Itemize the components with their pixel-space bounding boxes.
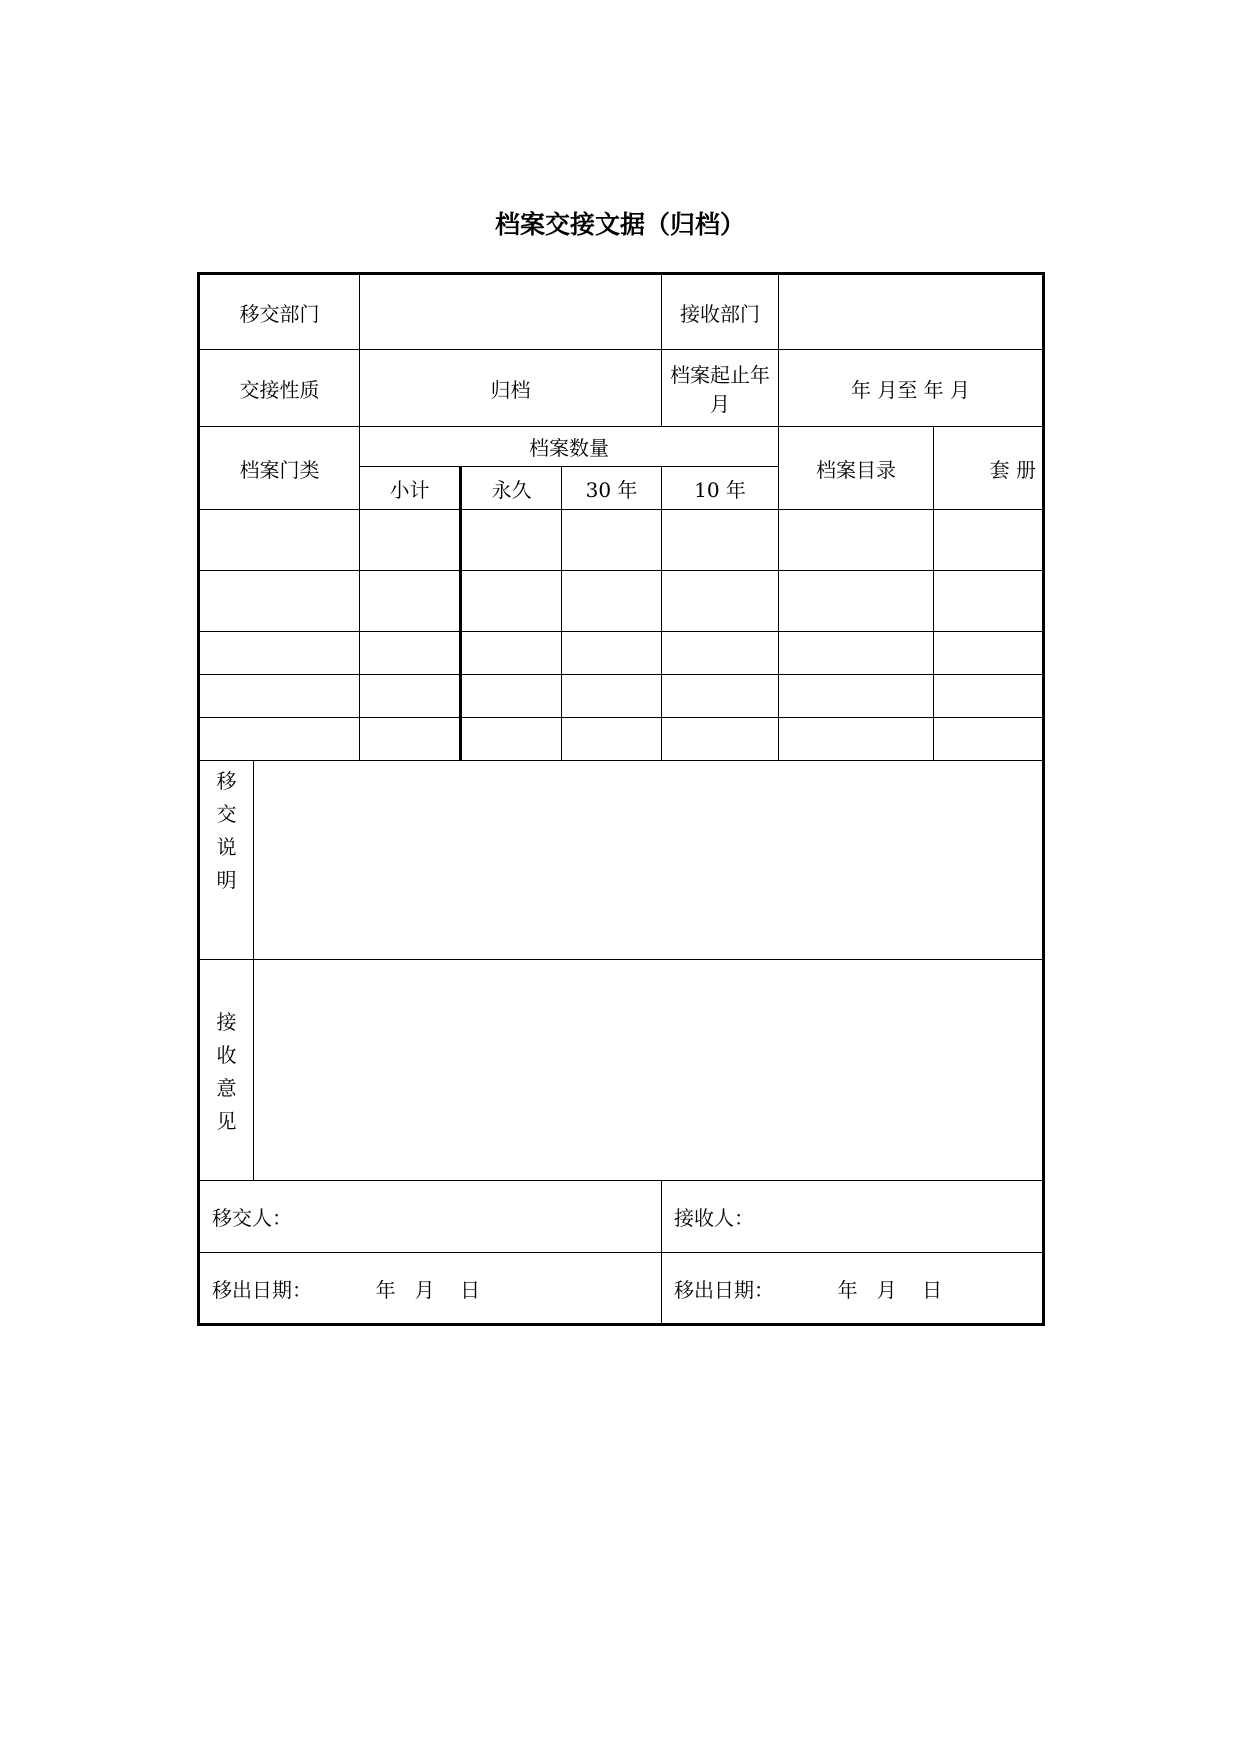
years10-cell[interactable]: [662, 510, 779, 571]
handover-form-table: [197, 272, 1045, 1326]
sets-cell[interactable]: [934, 632, 1044, 675]
years30-cell[interactable]: [562, 718, 662, 761]
years30-header: 30 年: [562, 467, 662, 510]
years10-header: 10 年: [662, 467, 779, 510]
table-row: [199, 718, 1044, 761]
table-row: [199, 632, 1044, 675]
transferor-field[interactable]: 移交人：: [199, 1181, 662, 1253]
permanent-cell[interactable]: [461, 675, 562, 718]
table-row: [199, 571, 1044, 632]
permanent-cell[interactable]: [461, 510, 562, 571]
catalog-cell[interactable]: [779, 571, 934, 632]
category-cell[interactable]: [199, 632, 360, 675]
table-row: [199, 510, 1044, 571]
date-row: [199, 1253, 1044, 1325]
signature-row: [199, 1181, 1044, 1253]
category-header: 档案门类: [199, 427, 360, 510]
permanent-header: 永久: [461, 467, 562, 510]
years10-cell[interactable]: [662, 571, 779, 632]
catalog-cell[interactable]: [779, 632, 934, 675]
transfer-notes-field[interactable]: [254, 761, 1044, 960]
nature-value[interactable]: 归档: [360, 350, 662, 427]
transfer-date-field[interactable]: 移出日期： 年 月 日: [199, 1253, 662, 1325]
sets-cell[interactable]: [934, 510, 1044, 571]
category-cell[interactable]: [199, 571, 360, 632]
receiver-field[interactable]: 接收人：: [662, 1181, 1044, 1253]
period-label: 档案起止年月: [662, 350, 779, 427]
years10-cell[interactable]: [662, 632, 779, 675]
years30-cell[interactable]: [562, 632, 662, 675]
catalog-cell[interactable]: [779, 675, 934, 718]
catalog-cell[interactable]: [779, 718, 934, 761]
sets-cell[interactable]: [934, 718, 1044, 761]
subtotal-cell[interactable]: [360, 675, 461, 718]
permanent-cell[interactable]: [461, 571, 562, 632]
category-cell[interactable]: [199, 510, 360, 571]
subtotal-cell[interactable]: [360, 571, 461, 632]
transfer-dept-label: 移交部门: [199, 274, 360, 350]
transfer-notes-row: [199, 761, 1044, 960]
subtotal-header: 小计: [360, 467, 461, 510]
page-title: 档案交接文据（归档）: [494, 210, 745, 239]
catalog-cell[interactable]: [779, 510, 934, 571]
sets-cell[interactable]: [934, 675, 1044, 718]
period-value[interactable]: 年 月至 年 月: [779, 350, 1044, 427]
row-nature: [199, 350, 1044, 427]
receive-opinion-field[interactable]: [254, 960, 1044, 1181]
subtotal-cell[interactable]: [360, 510, 461, 571]
years10-cell[interactable]: [662, 718, 779, 761]
quantity-header: 档案数量: [360, 427, 779, 467]
years30-cell[interactable]: [562, 571, 662, 632]
years10-cell[interactable]: [662, 675, 779, 718]
receive-date-field[interactable]: 移出日期： 年 月 日: [662, 1253, 1044, 1325]
years30-cell[interactable]: [562, 675, 662, 718]
permanent-cell[interactable]: [461, 632, 562, 675]
header-row-1: [199, 427, 1044, 467]
category-cell[interactable]: [199, 718, 360, 761]
receive-opinion-label: 接 收 意 见: [199, 960, 254, 1181]
sets-cell[interactable]: [934, 571, 1044, 632]
sets-header: 套 册: [934, 427, 1044, 510]
nature-label: 交接性质: [199, 350, 360, 427]
row-departments: [199, 274, 1044, 350]
receive-dept-label: 接收部门: [662, 274, 779, 350]
receive-dept-field[interactable]: [779, 274, 1044, 350]
transfer-notes-label: 移 交 说 明: [199, 761, 254, 960]
permanent-cell[interactable]: [461, 718, 562, 761]
catalog-header: 档案目录: [779, 427, 934, 510]
subtotal-cell[interactable]: [360, 718, 461, 761]
table-row: [199, 675, 1044, 718]
years30-cell[interactable]: [562, 510, 662, 571]
transfer-dept-field[interactable]: [360, 274, 662, 350]
subtotal-cell[interactable]: [360, 632, 461, 675]
category-cell[interactable]: [199, 675, 360, 718]
receive-opinion-row: [199, 960, 1044, 1181]
